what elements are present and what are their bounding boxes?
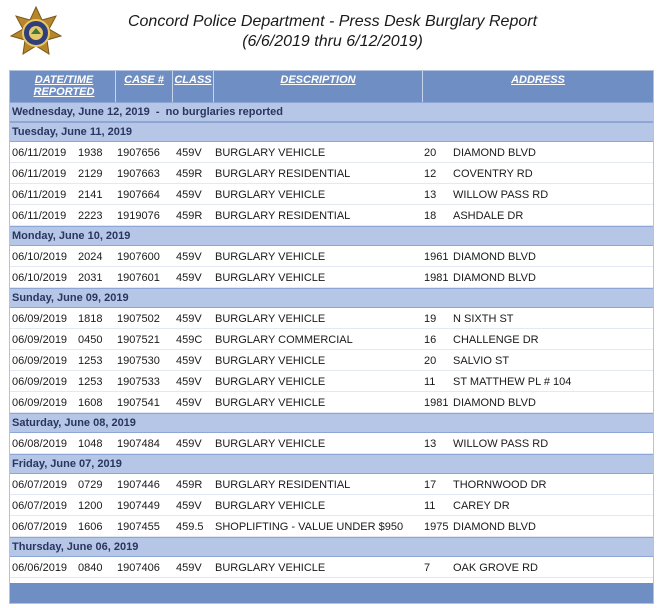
street-number: 18	[424, 210, 437, 222]
day-group-header	[10, 537, 653, 557]
case-number: 1907600	[117, 251, 160, 263]
street-name: CHALLENGE DR	[453, 334, 539, 346]
report-time: 2024	[78, 251, 103, 263]
case-number: 1907502	[117, 313, 160, 325]
offense-class: 459V	[176, 272, 202, 284]
offense-description: BURGLARY VEHICLE	[215, 397, 326, 409]
report-row	[10, 308, 653, 329]
offense-class: 459R	[176, 479, 203, 491]
case-number: 1907484	[117, 438, 160, 450]
offense-description: BURGLARY RESIDENTIAL	[215, 210, 351, 222]
day-group-label: Saturday, June 08, 2019	[12, 417, 136, 429]
street-name: DIAMOND BLVD	[453, 521, 536, 533]
column-header-description: DESCRIPTION	[280, 74, 356, 86]
day-group-label: Thursday, June 06, 2019	[12, 541, 139, 553]
street-number: 17	[424, 479, 437, 491]
case-number: 1907521	[117, 334, 160, 346]
report-time: 1253	[78, 355, 103, 367]
report-row	[10, 267, 653, 288]
day-group-header	[10, 226, 653, 246]
offense-class: 459V	[176, 189, 202, 201]
case-number: 1907601	[117, 272, 160, 284]
report-time: 0450	[78, 334, 103, 346]
report-date: 06/08/2019	[12, 438, 68, 450]
report-row	[10, 350, 653, 371]
offense-description: BURGLARY VEHICLE	[215, 272, 326, 284]
report-date: 06/07/2019	[12, 521, 68, 533]
day-group-header	[10, 413, 653, 433]
street-name: DIAMOND BLVD	[453, 397, 536, 409]
report-date: 06/10/2019	[12, 251, 68, 263]
offense-description: BURGLARY VEHICLE	[215, 500, 326, 512]
report-date: 06/11/2019	[12, 147, 67, 159]
column-header-date-time-line2: REPORTED	[33, 86, 95, 98]
street-number: 13	[424, 438, 437, 450]
street-number: 16	[424, 334, 437, 346]
offense-class: 459V	[176, 438, 202, 450]
street-number: 1961	[424, 251, 449, 263]
street-number: 20	[424, 355, 437, 367]
street-name: ASHDALE DR	[453, 210, 524, 222]
street-number: 1981	[424, 272, 449, 284]
offense-class: 459R	[176, 210, 203, 222]
column-header-row	[10, 71, 653, 102]
report-row	[10, 474, 653, 495]
street-number: 1981	[424, 397, 449, 409]
case-number: 1907663	[117, 168, 160, 180]
report-date: 06/10/2019	[12, 272, 68, 284]
street-name: COVENTRY RD	[453, 168, 533, 180]
report-time: 0729	[78, 479, 103, 491]
street-name: DIAMOND BLVD	[453, 147, 536, 159]
column-header-case: CASE #	[124, 74, 164, 86]
column-header-address: ADDRESS	[511, 74, 565, 86]
case-number: 1919076	[117, 210, 160, 222]
report-title: Concord Police Department - Press Desk Burglary Report	[127, 13, 538, 30]
street-number: 11	[424, 500, 436, 512]
report-time: 0840	[78, 562, 103, 574]
street-number: 12	[424, 168, 437, 180]
street-name: DIAMOND BLVD	[453, 251, 536, 263]
day-group-header	[10, 288, 653, 308]
report-date: 06/11/2019	[12, 168, 67, 180]
street-number: 20	[424, 147, 437, 159]
day-group-label: Tuesday, June 11, 2019	[12, 126, 133, 138]
offense-class: 459V	[176, 562, 202, 574]
report-time: 1938	[78, 147, 103, 159]
street-number: 7	[424, 562, 431, 574]
report-time: 2223	[78, 210, 103, 222]
report-time: 1048	[78, 438, 103, 450]
case-number: 1907406	[117, 562, 160, 574]
offense-description: SHOPLIFTING - VALUE UNDER $950	[215, 521, 404, 533]
case-number: 1907656	[117, 147, 160, 159]
offense-class: 459V	[176, 147, 202, 159]
report-time: 1606	[78, 521, 103, 533]
case-number: 1907541	[117, 397, 160, 409]
street-name: DIAMOND BLVD	[453, 272, 536, 284]
report-time: 1608	[78, 397, 103, 409]
street-name: N SIXTH ST	[453, 313, 514, 325]
offense-class: 459V	[176, 500, 202, 512]
report-time: 1253	[78, 376, 103, 388]
offense-description: BURGLARY RESIDENTIAL	[215, 479, 351, 491]
report-time: 2031	[78, 272, 103, 284]
street-number: 11	[424, 376, 436, 388]
report-row	[10, 163, 653, 184]
day-group-header	[10, 454, 653, 474]
column-header-date-time	[12, 74, 116, 98]
column-header-date-time-line1: DATE/TIME	[34, 74, 94, 86]
offense-class: 459V	[176, 251, 202, 263]
report-time: 2129	[78, 168, 103, 180]
offense-description: BURGLARY VEHICLE	[215, 313, 326, 325]
report-row	[10, 371, 653, 392]
report-time: 2141	[78, 189, 103, 201]
report-row	[10, 329, 653, 350]
street-name: OAK GROVE RD	[453, 562, 538, 574]
day-group-header	[10, 102, 653, 122]
report-date: 06/07/2019	[12, 479, 68, 491]
street-number: 13	[424, 189, 437, 201]
report-time: 1818	[78, 313, 103, 325]
day-group-label: Friday, June 07, 2019	[12, 458, 122, 470]
report-time: 1200	[78, 500, 103, 512]
street-name: THORNWOOD DR	[453, 479, 547, 491]
offense-description: BURGLARY VEHICLE	[215, 189, 326, 201]
offense-class: 459C	[176, 334, 203, 346]
day-group-label: Wednesday, June 12, 2019 - no burglaries reported	[12, 106, 284, 118]
case-number: 1907530	[117, 355, 160, 367]
report-row	[10, 142, 653, 163]
case-number: 1907455	[117, 521, 160, 533]
street-name: WILLOW PASS RD	[453, 189, 549, 201]
report-row	[10, 495, 653, 516]
report-header	[0, 0, 661, 70]
burglary-report-table	[9, 70, 654, 604]
street-name: WILLOW PASS RD	[453, 438, 549, 450]
offense-description: BURGLARY VEHICLE	[215, 562, 326, 574]
offense-description: BURGLARY VEHICLE	[215, 376, 326, 388]
report-row	[10, 184, 653, 205]
street-name: ST MATTHEW PL # 104	[453, 376, 572, 388]
day-group-header	[10, 122, 653, 142]
report-date: 06/11/2019	[12, 210, 67, 222]
report-date: 06/09/2019	[12, 355, 68, 367]
report-date: 06/07/2019	[12, 500, 68, 512]
report-row	[10, 392, 653, 413]
case-number: 1907449	[117, 500, 160, 512]
offense-description: BURGLARY COMMERCIAL	[215, 334, 353, 346]
offense-description: BURGLARY RESIDENTIAL	[215, 168, 351, 180]
offense-class: 459V	[176, 376, 202, 388]
report-date: 06/06/2019	[12, 562, 68, 574]
street-number: 19	[424, 313, 437, 325]
offense-class: 459R	[176, 168, 203, 180]
offense-class: 459V	[176, 355, 202, 367]
offense-class: 459.5	[176, 521, 204, 533]
column-header-class: CLASS	[174, 74, 212, 86]
report-date: 06/09/2019	[12, 313, 68, 325]
day-group-label: Monday, June 10, 2019	[12, 230, 131, 242]
offense-class: 459V	[176, 313, 202, 325]
day-group-label: Sunday, June 09, 2019	[12, 292, 129, 304]
report-footer-bar	[10, 583, 653, 603]
report-date-range: (6/6/2019 thru 6/12/2019)	[242, 33, 423, 50]
offense-description: BURGLARY VEHICLE	[215, 251, 326, 263]
offense-class: 459V	[176, 397, 202, 409]
case-number: 1907664	[117, 189, 160, 201]
report-date: 06/11/2019	[12, 189, 67, 201]
offense-description: BURGLARY VEHICLE	[215, 355, 326, 367]
report-row	[10, 516, 653, 537]
case-number: 1907533	[117, 376, 160, 388]
case-number: 1907446	[117, 479, 160, 491]
street-number: 1975	[424, 521, 449, 533]
report-date: 06/09/2019	[12, 334, 68, 346]
report-date: 06/09/2019	[12, 397, 68, 409]
report-row	[10, 433, 653, 454]
offense-description: BURGLARY VEHICLE	[215, 147, 326, 159]
offense-description: BURGLARY VEHICLE	[215, 438, 326, 450]
report-date: 06/09/2019	[12, 376, 68, 388]
street-name: SALVIO ST	[453, 355, 510, 367]
report-row	[10, 557, 653, 578]
street-name: CAREY DR	[453, 500, 510, 512]
report-row	[10, 246, 653, 267]
report-row	[10, 205, 653, 226]
